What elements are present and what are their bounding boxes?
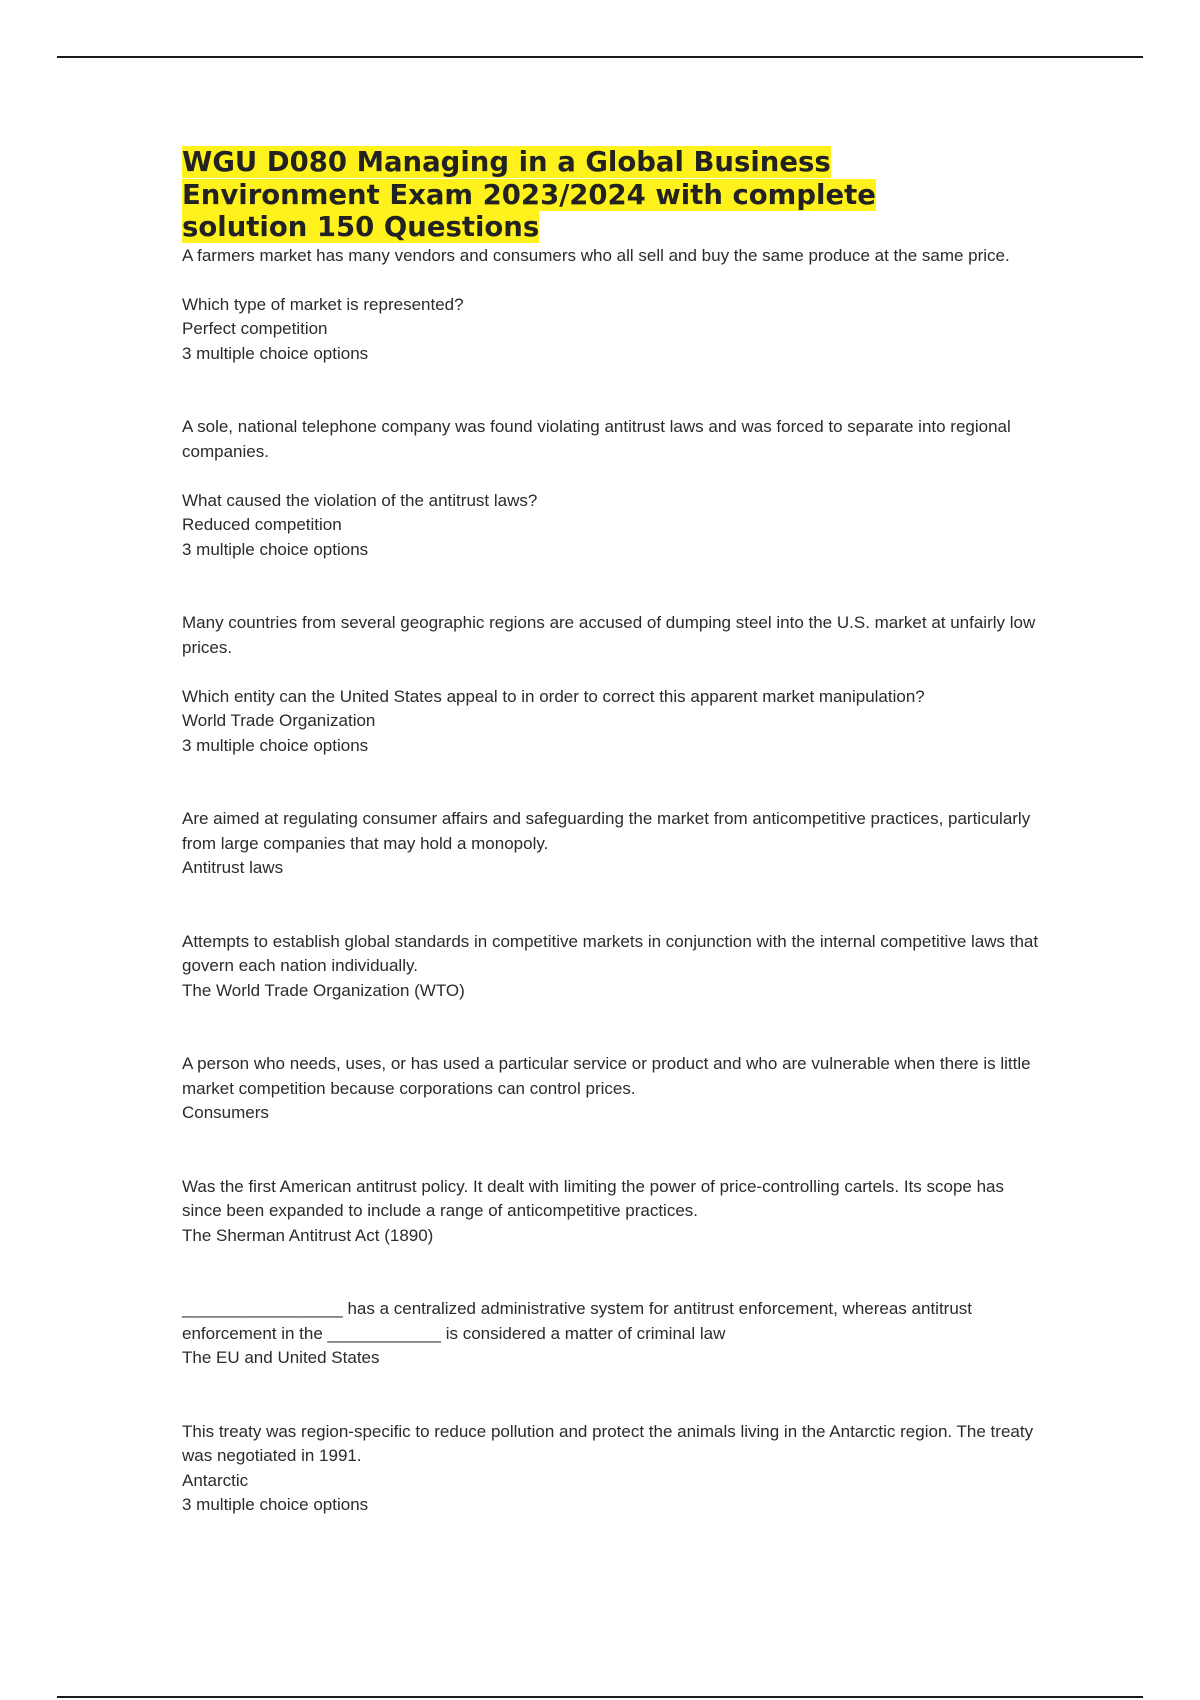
options-note: 3 multiple choice options	[182, 539, 369, 559]
question-prompt: Many countries from several geographic regions are accused of dumping steel into the U.S. market at unfairly low prices.	[182, 613, 1036, 657]
question-text: Which entity can the United States appeal to in order to correct this apparent market manipulation?	[182, 686, 925, 706]
top-rule	[57, 56, 1143, 58]
title-line: WGU D080 Managing in a Global Business	[182, 146, 831, 178]
question-entry	[182, 611, 1042, 758]
question-entry	[182, 807, 1042, 881]
question-entry	[182, 244, 1042, 367]
answer-text: Consumers	[182, 1103, 269, 1122]
question-list	[182, 244, 1042, 1518]
question-entry	[182, 415, 1042, 562]
answer-text: The EU and United States	[182, 1348, 380, 1367]
title-highlight	[182, 146, 876, 243]
question-text: Which type of market is represented?	[182, 294, 464, 314]
document-body	[182, 146, 1042, 1518]
answer-text: The World Trade Organization (WTO)	[182, 980, 465, 1000]
document-title	[182, 146, 1042, 244]
question-prompt: A sole, national telephone company was found violating antitrust laws and was forced to separate into regional companies.	[182, 417, 1011, 461]
answer-text: World Trade Organization	[182, 711, 376, 730]
bottom-rule	[57, 1696, 1143, 1698]
question-entry	[182, 930, 1042, 1004]
options-note: 3 multiple choice options	[182, 735, 369, 755]
question-entry	[182, 1052, 1042, 1126]
options-note: 3 multiple choice options	[182, 343, 369, 363]
question-prompt: A farmers market has many vendors and consumers who all sell and buy the same produce at the same price.	[182, 245, 1010, 265]
question-prompt: Was the first American antitrust policy. It dealt with limiting the power of price-controlling cartels. Its scope has since been expanded to include a range of anticompetitive practices.	[182, 1176, 1005, 1220]
answer-text: Antarctic	[182, 1470, 249, 1490]
question-prompt: Attempts to establish global standards in competitive markets in conjunction with the internal competitive laws that govern each nation individually.	[182, 931, 1039, 975]
question-entry	[182, 1175, 1042, 1249]
answer-text: Reduced competition	[182, 515, 342, 534]
question-entry	[182, 1297, 1042, 1371]
answer-text: Antitrust laws	[182, 858, 284, 877]
question-prompt: Are aimed at regulating consumer affairs and safeguarding the market from anticompetitive practices, particularly from large companies that may hold a monopoly.	[182, 809, 1031, 853]
options-note: 3 multiple choice options	[182, 1495, 369, 1514]
answer-text: The Sherman Antitrust Act (1890)	[182, 1225, 434, 1245]
title-line: solution 150 Questions	[182, 211, 540, 243]
question-prompt: _________________ has a centralized administrative system for antitrust enforcement, whereas antitrust enforcement in the ____________ is considered a matter of criminal law	[182, 1299, 973, 1343]
question-text: What caused the violation of the antitrust laws?	[182, 490, 538, 510]
question-prompt: A person who needs, uses, or has used a particular service or product and who are vulnerable when there is little market competition because corporations can control prices.	[182, 1054, 1031, 1098]
title-line: Environment Exam 2023/2024 with complete	[182, 178, 876, 211]
question-entry	[182, 1420, 1042, 1518]
answer-text: Perfect competition	[182, 319, 328, 338]
question-prompt: This treaty was region-specific to reduce pollution and protect the animals living in the Antarctic region. The treaty was negotiated in 1991.	[182, 1421, 1034, 1465]
